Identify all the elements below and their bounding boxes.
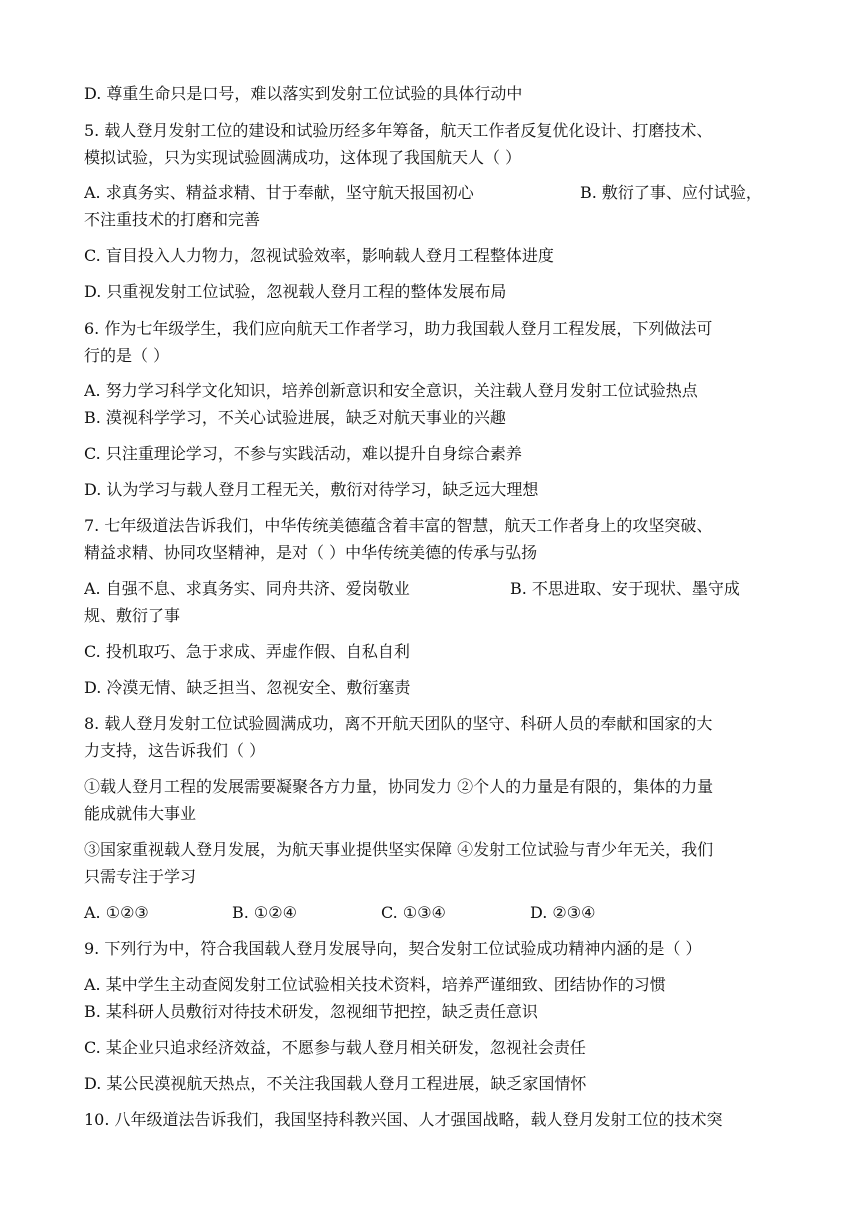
q7-option-b-line-1: B. 不思进取、安于现状、墨守成: [510, 579, 740, 598]
q5-stem-line-2: 模拟试验，只为实现试验圆满成功，这体现了我国航天人（ ）: [84, 148, 522, 167]
q9-stem: 9. 下列行为中，符合我国载人登月发展导向，契合发射工位试验成功精神内涵的是（ ）: [84, 939, 702, 958]
q6-option-b: B. 漠视科学学习，不关心试验进展，缺乏对航天事业的兴趣: [84, 408, 506, 427]
q7-option-a: A. 自强不息、求真务实、同舟共济、爱岗敬业: [84, 579, 410, 598]
q8-option-d: D. ②③④: [530, 903, 596, 922]
q8-statement-line-4: 只需专注于学习: [84, 867, 197, 886]
q6-stem-line-2: 行的是（ ）: [84, 346, 170, 365]
q5-option-a: A. 求真务实、精益求精、甘于奉献，坚守航天报国初心: [84, 183, 474, 202]
q6-option-d: D. 认为学习与载人登月工程无关，敷衍对待学习，缺乏远大理想: [84, 480, 539, 499]
q7-stem-line-2: 精益求精、协同攻坚精神，是对（ ）中华传统美德的传承与弘扬: [84, 543, 538, 562]
q7-stem-line-1: 7. 七年级道法告诉我们，中华传统美德蕴含着丰富的智慧，航天工作者身上的攻坚突破、: [84, 516, 713, 535]
q6-option-c: C. 只注重理论学习，不参与实践活动，难以提升自身综合素养: [84, 444, 522, 463]
q5-option-b-line-2: 不注重技术的打磨和完善: [84, 210, 261, 229]
q8-statement-line-2: 能成就伟大事业: [84, 804, 197, 823]
q5-option-d: D. 只重视发射工位试验，忽视载人登月工程的整体发展布局: [84, 282, 507, 301]
q4-option-d: D. 尊重生命只是口号，难以落实到发射工位试验的具体行动中: [84, 84, 523, 103]
q9-option-c: C. 某企业只追求经济效益，不愿参与载人登月相关研发，忽视社会责任: [84, 1038, 586, 1057]
q5-option-b-line-1: B. 敷衍了事、应付试验，: [580, 183, 762, 202]
q7-option-b-line-2: 规、敷衍了事: [84, 606, 181, 625]
q10-stem-line-1: 10. 八年级道法告诉我们，我国坚持科教兴国、人才强国战略，载人登月发射工位的技术突: [84, 1110, 723, 1129]
q9-option-a: A. 某中学生主动查阅发射工位试验相关技术资料，培养严谨细致、团结协作的习惯: [84, 975, 666, 994]
q7-option-d: D. 冷漠无情、缺乏担当、忽视安全、敷衍塞责: [84, 678, 411, 697]
q8-statement-line-1: ①载人登月工程的发展需要凝聚各方力量，协同发力 ②个人的力量是有限的，集体的力量: [84, 777, 714, 796]
q9-option-d: D. 某公民漠视航天热点，不关注我国载人登月工程进展，缺乏家国情怀: [84, 1074, 587, 1093]
q8-stem-line-1: 8. 载人登月发射工位试验圆满成功，离不开航天团队的坚守、科研人员的奉献和国家的大: [84, 714, 713, 733]
q5-option-c: C. 盲目投入人力物力，忽视试验效率，影响载人登月工程整体进度: [84, 246, 554, 265]
q8-stem-line-2: 力支持，这告诉我们（ ）: [84, 741, 266, 760]
q5-stem-line-1: 5. 载人登月发射工位的建设和试验历经多年筹备，航天工作者反复优化设计、打磨技术、: [84, 121, 713, 140]
q8-statement-line-3: ③国家重视载人登月发展，为航天事业提供坚实保障 ④发射工位试验与青少年无关，我们: [84, 840, 714, 859]
q6-stem-line-1: 6. 作为七年级学生，我们应向航天工作者学习，助力我国载人登月工程发展，下列做法可: [84, 319, 713, 338]
q7-option-c: C. 投机取巧、急于求成、弄虚作假、自私自利: [84, 642, 410, 661]
q8-option-c: C. ①③④: [381, 903, 446, 922]
q8-option-b: B. ①②④: [232, 903, 297, 922]
q8-option-a: A. ①②③: [84, 903, 149, 922]
q6-option-a: A. 努力学习科学文化知识，培养创新意识和安全意识，关注载人登月发射工位试验热点: [84, 381, 698, 400]
q9-option-b: B. 某科研人员敷衍对待技术研发，忽视细节把控，缺乏责任意识: [84, 1002, 538, 1021]
